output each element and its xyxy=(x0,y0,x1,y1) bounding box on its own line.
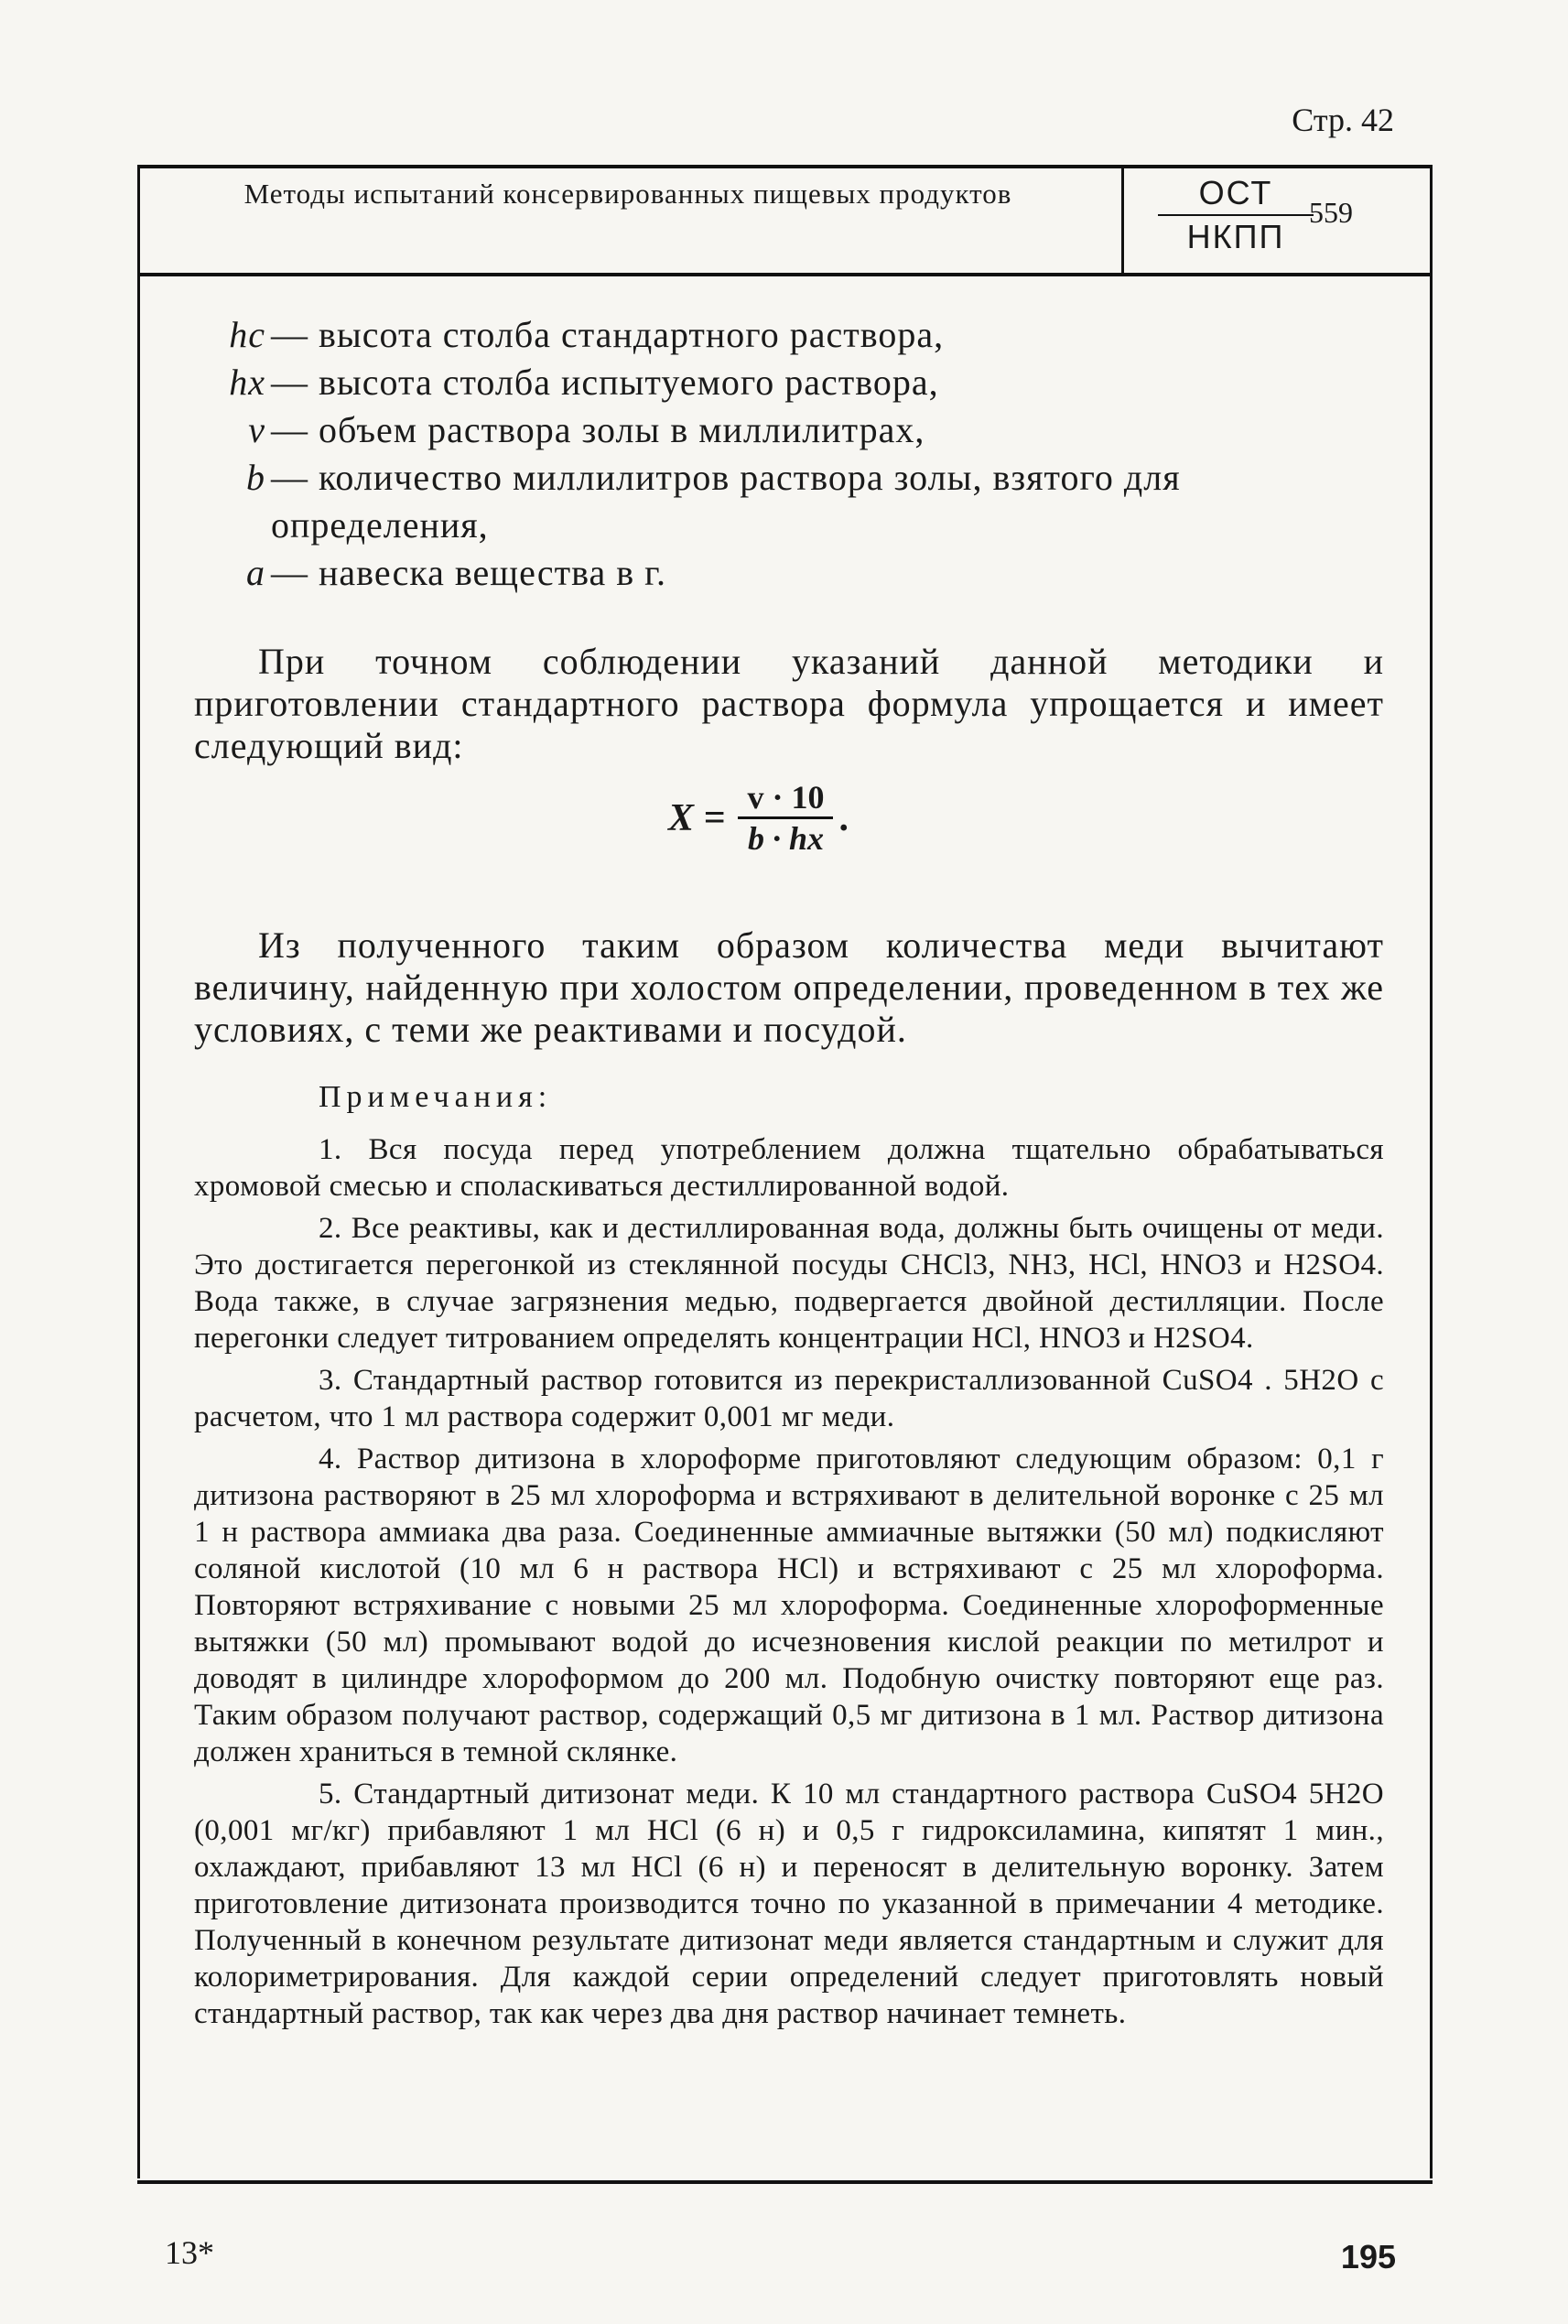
signature-mark: 13* xyxy=(165,2234,214,2271)
definitions-list xyxy=(183,311,1382,597)
standard-top: ОСТ xyxy=(1158,174,1314,216)
paragraph-blank-subtraction xyxy=(194,924,1384,1051)
notes-list xyxy=(194,1131,1384,2038)
formula xyxy=(668,778,849,858)
paragraph-text: Из полученного таким образом количества меди вычитают величину, найденную при холостом определении, проведенном в тех же условиях, с теми же реактивами и посудой. xyxy=(194,924,1384,1050)
definition-row xyxy=(183,549,1382,597)
formula-numerator: v · 10 xyxy=(738,778,833,819)
page-label: Стр. 42 xyxy=(1292,102,1394,138)
header-bottom-rule xyxy=(137,273,1433,276)
definition-row xyxy=(183,454,1382,549)
notes-heading: Примечания: xyxy=(319,1080,553,1114)
standard-bottom: НКПП xyxy=(1186,218,1285,255)
definition-text: — навеска вещества в г. xyxy=(271,552,666,593)
header-right-rule xyxy=(1430,168,1433,273)
definition-symbol: a xyxy=(246,552,265,593)
definition-row xyxy=(183,311,1382,359)
definition-row xyxy=(183,406,1382,454)
definition-symbol: hx xyxy=(229,362,265,403)
definition-symbol: hc xyxy=(229,314,265,355)
footer-rule xyxy=(137,2180,1433,2184)
paragraph-formula-intro xyxy=(194,641,1384,767)
definition-text: — высота столба стандартного раствора, xyxy=(271,314,945,355)
document-header xyxy=(137,170,1428,271)
definition-row xyxy=(183,359,1382,406)
right-page-border xyxy=(1430,275,1433,2178)
left-page-border xyxy=(137,275,140,2178)
header-title: Методы испытаний консервированных пищевых продуктов xyxy=(243,178,1012,210)
definition-text: — количество миллилитров раствора золы, взятого для определения, xyxy=(271,457,1181,546)
definition-symbol: b xyxy=(246,457,265,498)
note-item: 3. Стандартный раствор готовится из перекристаллизованной CuSO4 . 5H2O с расчетом, что 1 мл раствора содержит 0,001 мг меди. xyxy=(194,1364,1384,1433)
paragraph-text: При точном соблюдении указаний данной методики и приготовлении стандартного раствора формула упрощается и имеет следующий вид: xyxy=(194,641,1384,766)
note-item: 4. Раствор дитизона в хлороформе приготовляют следующим образом: 0,1 г дитизона растворяют в 25 мл хлороформа и встряхивают в делительной воронке с 25 мл 1 н раствора аммиака два раза. Соединенные аммиачные вытяжки (50 мл) подкисляют соляной кислотой (10 мл 6 н раствора HCl) и встряхивают с 25 мл хлороформа. Повторяют встряхивание с новыми 25 мл хлороформа. Соединенные хлороформенные вытяжки (50 мл) промывают водой до исчезновения кислой реакции по метилрот и доводят в цилиндре хлороформом до 200 мл. Подобную очистку повторяют еще раз. Таким образом получают раствор, содержащий 0,5 мг дитизона в 1 мл. Раствор дитизона должен храниться в темной склянке. xyxy=(194,1443,1384,1768)
header-top-rule xyxy=(137,165,1433,168)
note-item: 5. Стандартный дитизонат меди. К 10 мл стандартного раствора CuSO4 5H2O (0,001 мг/кг) прибавляют 1 мл HCl (6 н) и 0,5 г гидроксиламина, кипятят 1 мин., охлаждают, прибавляют 13 мл HCl (6 н) и переносят в делительную воронку. Затем приготовление дитизоната производится точно по указанной в примечании 4 методике. Полученный в конечном результате дитизонат меди является стандартным и служит для колориметрирования. Для каждой серии определений следует приготовлять новый стандартный раствор, так как через два дня раствор начинает темнеть. xyxy=(194,1778,1384,2030)
page-number: 195 xyxy=(1340,2238,1396,2275)
formula-trail: . xyxy=(838,796,849,839)
standard-number: 559 xyxy=(1309,196,1353,229)
definition-text: — объем раствора золы в миллилитрах, xyxy=(271,409,925,450)
formula-lhs: X = xyxy=(668,796,726,839)
formula-fraction xyxy=(738,778,833,858)
definition-symbol: v xyxy=(248,409,265,450)
definition-text: — высота столба испытуемого раствора, xyxy=(271,362,939,403)
standard-designation xyxy=(1144,174,1327,256)
note-item: 1. Вся посуда перед употреблением должна тщательно обрабатываться хромовой смесью и споласкиваться дестиллированной водой. xyxy=(194,1133,1384,1203)
note-item: 2. Все реактивы, как и дестиллированная вода, должны быть очищены от меди. Это достигается перегонкой из стеклянной посуды CHCl3, NH3, HCl, HNO3 и H2SO4. Вода также, в случае загрязнения медью, подвергается двойной дестилляции. После перегонки следует титрованием определять концентрации HCl, HNO3 и H2SO4. xyxy=(194,1212,1384,1355)
formula-denominator: b · hx xyxy=(747,820,824,857)
